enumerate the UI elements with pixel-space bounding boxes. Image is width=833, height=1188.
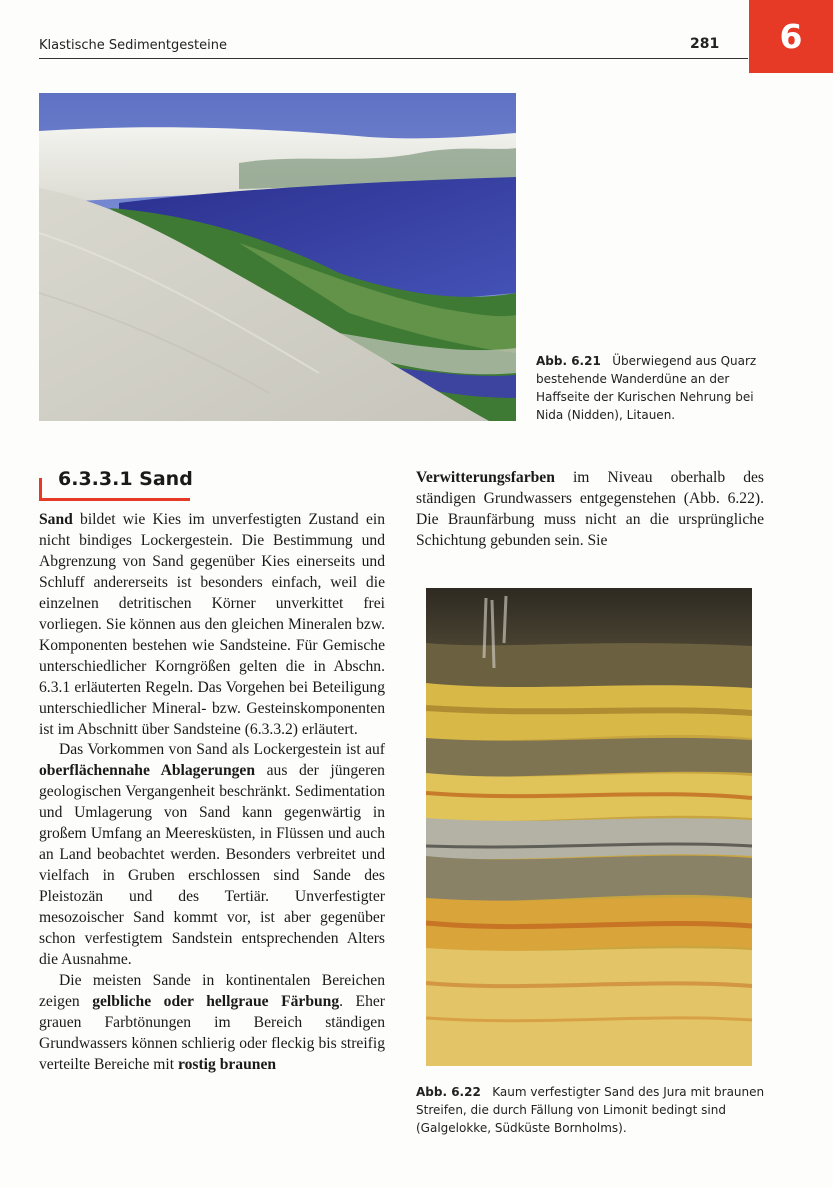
page-number: 281 (690, 36, 720, 52)
figure-6-21-caption (536, 352, 776, 424)
dune-lagoon-photo (39, 93, 516, 421)
section-title: Sand (139, 468, 193, 490)
figure-6-22-caption (416, 1083, 776, 1137)
paragraph-3-continued: Verwitterungsfarben im Niveau oberhalb des ständigen Grundwassers entgegenstehen (Abb. 6.22). Die Braunfärbung muss nicht an die ursprüngliche Schichtung gebunden sein. Sie (416, 469, 764, 549)
running-header-title: Klastische Sedimentgesteine (39, 38, 227, 53)
figure-6-21-label: Abb. 6.21 (536, 354, 601, 368)
paragraph-2: Das Vorkommen von Sand als Lockergestein ist auf oberflächennahe Ablagerungen aus der jüngeren geologischen Vergangenheit beschränkt. Sedimentation und Umlagerung von Sand kann gegenwärtig in großem Umfang an Meeresküsten, in Flüssen und auch an Land beobachtet werden. Besonders verbreitet und vielfach in Gruben erschlossen sind Sande des Pleistozän und des Tertiär. Unverfestigter mesozoischer Sand kommt vor, ist aber gegenüber schon verfestigtem Sandstein entsprechenden Alters die Ausnahme. (39, 741, 385, 969)
figure-6-22-photo (426, 588, 752, 1066)
figure-6-22-caption-text: Kaum verfestigter Sand des Jura mit braunen Streifen, die durch Fällung von Limonit bedingt sind (Galgelokke, Südküste Bornholms). (416, 1085, 765, 1135)
body-column-right (416, 468, 764, 552)
figure-6-21-photo (39, 93, 516, 421)
paragraph-3: Die meisten Sande in kontinentalen Bereichen zeigen gelbliche oder hellgraue Färbung. Eher grauen Farbtönungen im Bereich ständigen Grundwassers können schlierig oder fleckig bis streifig verteilte Bereiche mit rostig braunen (39, 971, 385, 1073)
chapter-tab: 6 (749, 0, 833, 73)
section-heading (58, 468, 193, 490)
header-rule (39, 58, 748, 59)
figure-6-22-label: Abb. 6.22 (416, 1085, 481, 1099)
term-sand: Sand (39, 511, 73, 528)
figure-6-21-caption-text: Überwiegend aus Quarz bestehende Wanderdüne an der Haffseite der Kurischen Nehrung bei Nida (Nidden), Litauen. (536, 354, 757, 422)
paragraph-1: Sand bildet wie Kies im unverfestigten Zustand ein nicht bindiges Lockergestein. Die Bestimmung und Abgrenzung von Sand gegenüber Kies einerseits und Schluff andererseits ist besonders einfach, weil die einzelnen detritischen Körner unverkittet frei vorliegen. Sie können aus den gleichen Mineralen bzw. Komponenten bestehen wie Sandsteine. Für Gemische unterschiedlicher Korngrößen gelten die in Abschn. 6.3.1 erläuterten Regeln. Das Vorgehen bei Beteiligung unterschiedlicher Mineral- bzw. Gesteinskomponenten ist im Abschnitt über Sandsteine (6.3.3.2) erläutert. (39, 511, 385, 738)
sand-layers-photo (426, 588, 752, 1066)
body-column-left (39, 510, 385, 1076)
section-number: 6.3.3.1 (58, 468, 133, 490)
